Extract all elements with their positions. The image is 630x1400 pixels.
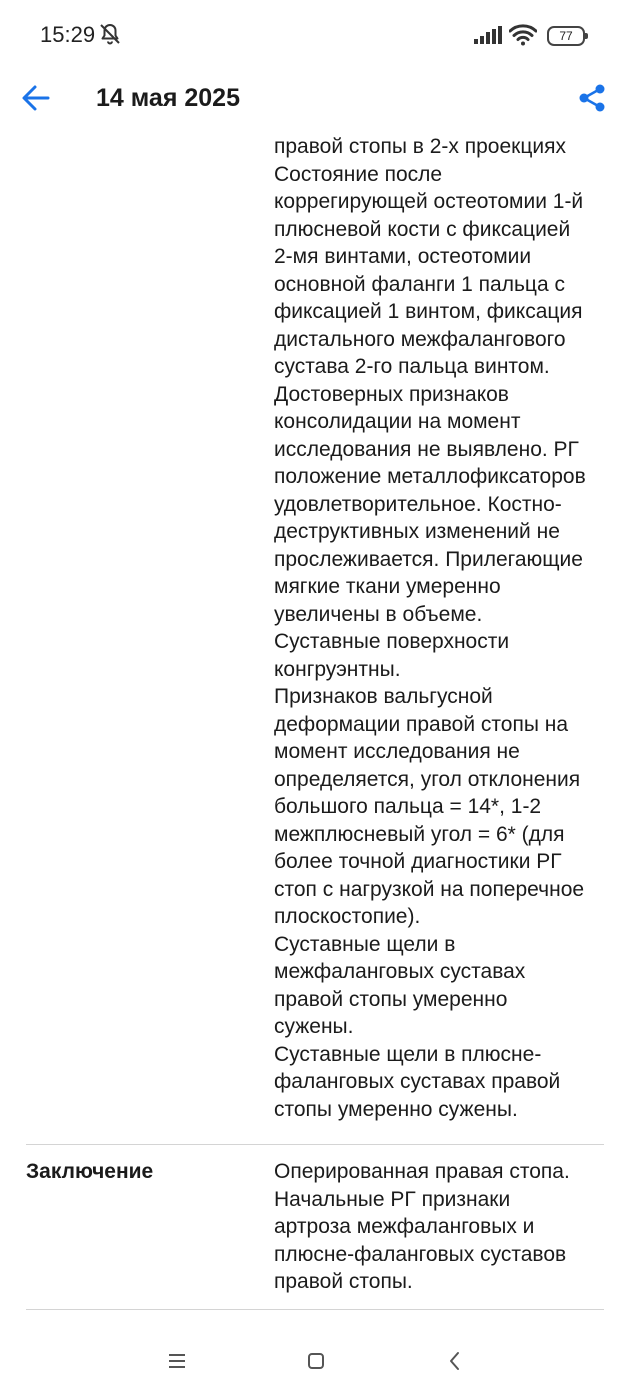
text-line: коррегирующей остеотомии 1-й <box>274 190 584 213</box>
text-line: дистального межфалангового <box>274 327 566 351</box>
bell-off-icon <box>98 22 122 51</box>
text-line: деформации правой стопы на <box>274 712 569 736</box>
text-line: стоп с нагрузкой на поперечное <box>274 877 585 901</box>
text-line: положение металлофиксаторов <box>274 465 586 488</box>
status-bar <box>0 0 630 70</box>
text-line: основной фаланги 1 пальца с <box>274 272 565 296</box>
text-line: межплюсневый угол = 6* (для <box>274 822 565 846</box>
text-line: деструктивных изменений не <box>274 520 560 543</box>
text-line: сужены. <box>274 1015 354 1038</box>
wifi-icon <box>509 24 537 51</box>
text-line: стопы умеренно сужены. <box>274 1097 518 1121</box>
text-line: конгруэнтны. <box>274 657 401 681</box>
text-line: Суставные поверхности <box>274 630 510 653</box>
text-line: 2-мя винтами, остеотомии <box>274 245 532 268</box>
text-line: сустава 2-го пальца винтом. <box>274 355 550 378</box>
text-line: Состояние после <box>274 162 443 186</box>
report-content[interactable] <box>0 130 630 1320</box>
text-line: фиксацией 1 винтом, фиксация <box>274 300 583 323</box>
signal-icon <box>474 26 502 49</box>
text-line: момент исследования не <box>274 740 520 763</box>
text-line: Начальные РГ признаки <box>274 1187 511 1211</box>
text-line: определяется, угол отклонения <box>274 767 581 791</box>
text-line: консолидации на момент <box>274 410 521 433</box>
arrow-left-icon[interactable] <box>20 82 52 119</box>
text-line: плюсне-фаланговых суставов <box>274 1242 567 1266</box>
chevron-left-icon[interactable] <box>440 1348 470 1374</box>
text-line: удовлетворительное. Костно- <box>274 492 562 516</box>
text-line: более точной диагностики РГ <box>274 850 562 873</box>
text-line: Признаков вальгусной <box>274 685 493 708</box>
text-line: межфаланговых суставах <box>274 960 526 983</box>
text-line: Суставные щели в плюсне- <box>274 1042 542 1066</box>
text-line: плюсневой кости с фиксацией <box>274 217 571 241</box>
home-square-icon[interactable] <box>302 1348 332 1374</box>
text-line: прослеживается. Прилегающие <box>274 547 583 571</box>
share-icon[interactable] <box>576 82 608 119</box>
text-line: Суставные щели в <box>274 932 456 956</box>
app-bar <box>0 70 630 130</box>
description-value <box>274 133 604 1123</box>
page-title: 14 мая 2025 <box>96 84 240 112</box>
text-line: плоскостопие). <box>274 905 421 928</box>
text-line: артроза межфаланговых и <box>274 1215 535 1238</box>
text-line: мягкие ткани умеренно <box>274 575 501 598</box>
divider <box>26 1309 604 1310</box>
menu-icon[interactable] <box>163 1348 193 1374</box>
divider <box>26 1144 604 1145</box>
text-line: большого пальца = 14*, 1-2 <box>274 795 542 818</box>
battery-indicator: 77 <box>547 26 585 46</box>
conclusion-label: Заключение <box>26 1160 154 1183</box>
system-nav-bar <box>0 1320 630 1400</box>
text-line: увеличены в объеме. <box>274 602 483 626</box>
status-time: 15:29 <box>40 22 96 47</box>
text-line: фаланговых суставах правой <box>274 1070 561 1093</box>
conclusion-value <box>274 1158 604 1296</box>
text-line: правой стопы. <box>274 1270 413 1293</box>
text-line: правой стопы в 2-х проекциях <box>274 135 566 158</box>
text-line: Оперированная правая стопа. <box>274 1160 570 1183</box>
text-line: Достоверных признаков <box>274 382 509 406</box>
text-line: исследования не выявлено. РГ <box>274 437 579 461</box>
text-line: правой стопы умеренно <box>274 987 508 1011</box>
